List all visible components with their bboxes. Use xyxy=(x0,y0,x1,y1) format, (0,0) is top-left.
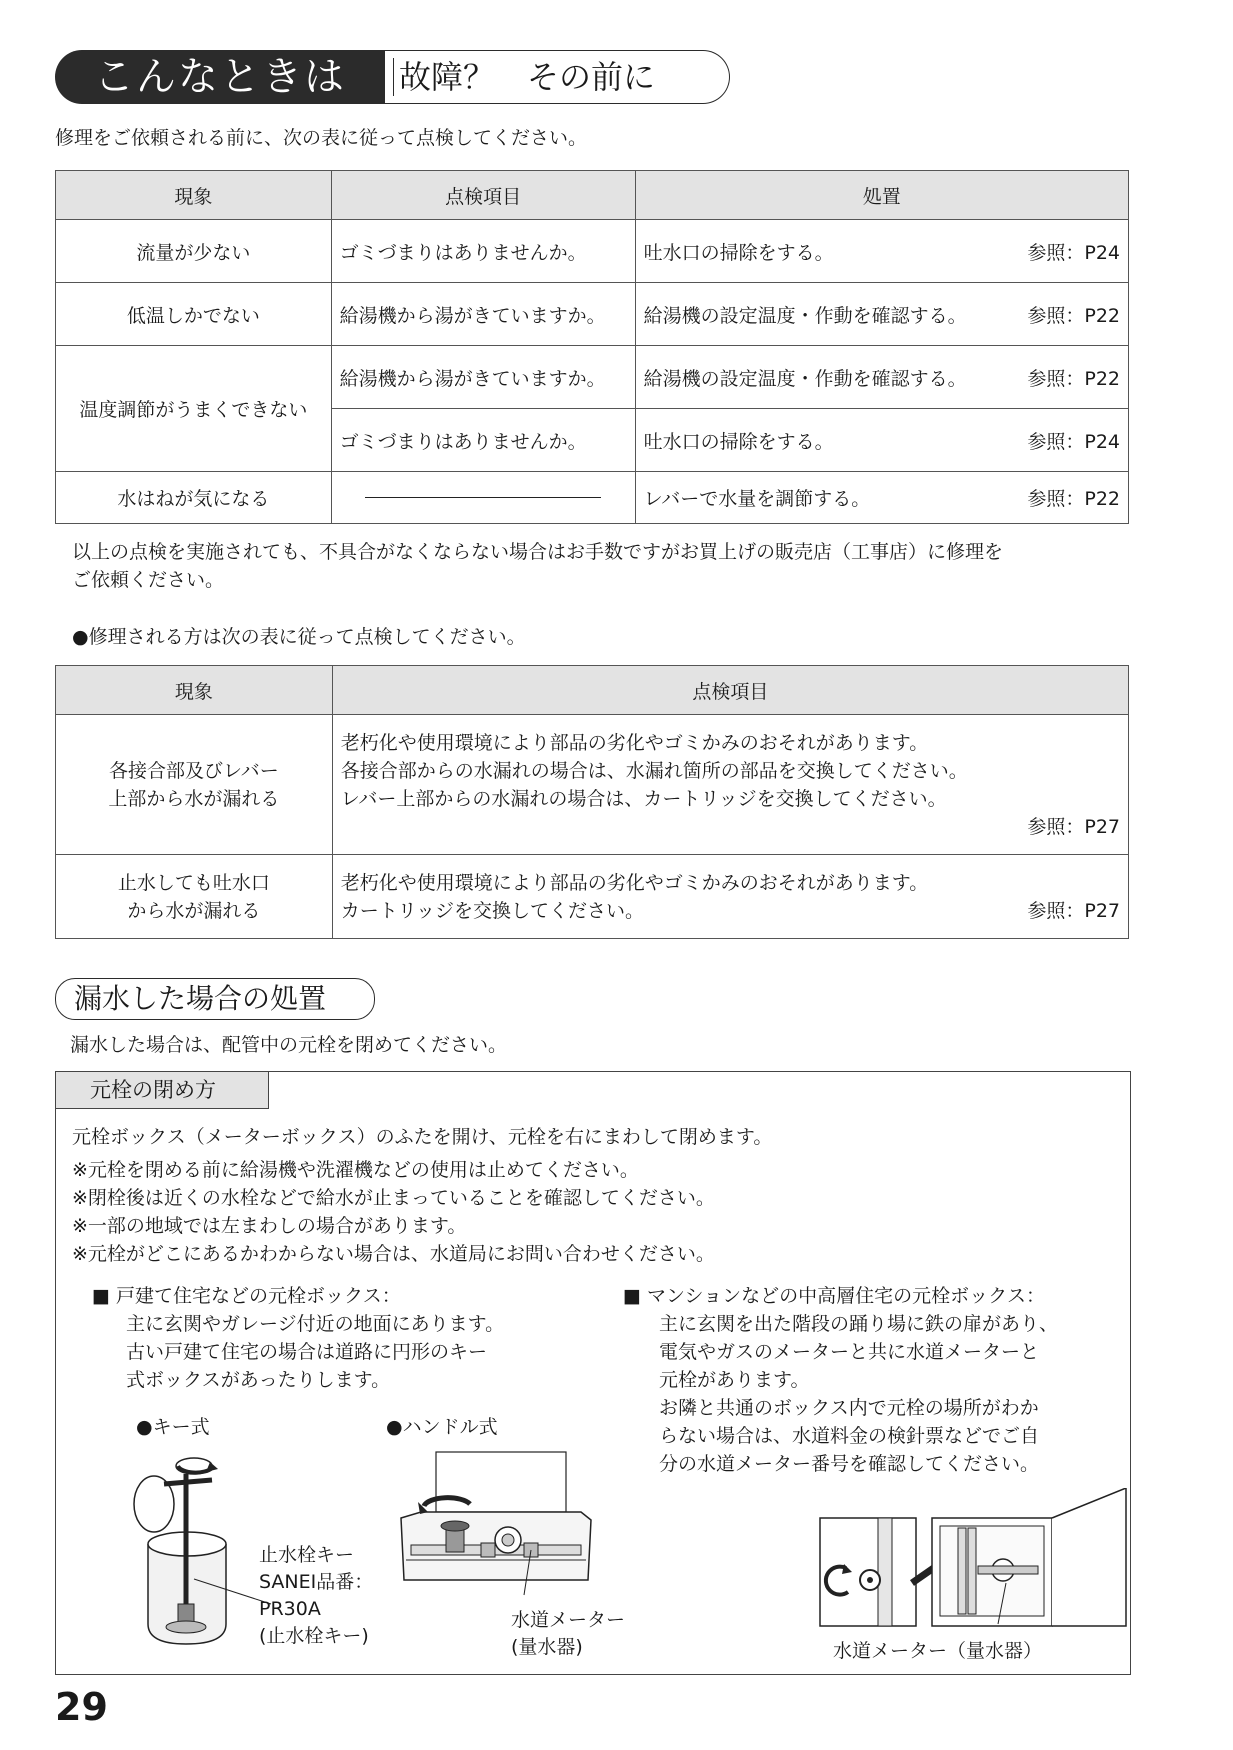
panel-tab-title: 元栓の閉め方 xyxy=(56,1072,269,1109)
check-cell: 給湯機から湯がきていますか。 xyxy=(331,346,635,409)
mansion-line: 元栓があります。 xyxy=(659,1369,810,1391)
title-dark: こんなときは xyxy=(55,50,385,104)
header-symptom: 現象 xyxy=(56,171,332,220)
check-cell: ゴミづまりはありませんか。 xyxy=(331,409,635,472)
mansion-line: 分の水道メーター番号を確認してください。 xyxy=(659,1453,1040,1475)
mansion-meter-label: 水道メーター（量水器） xyxy=(833,1640,1043,1662)
note-line-1: 以上の点検を実施されても、不具合がなくならない場合はお手数ですがお買上げの販売店（工事店）に修理を xyxy=(72,541,1004,563)
check-cell xyxy=(332,855,1128,939)
table-row xyxy=(56,220,1129,283)
page-ref: 参照：P24 xyxy=(1027,430,1120,453)
title-light-box xyxy=(385,50,730,104)
panel-note: ※元栓を閉める前に給湯機や洗濯機などの使用は止めてください。 xyxy=(72,1159,639,1181)
page-number: 29 xyxy=(55,1685,108,1729)
key-label-line: (止水栓キー) xyxy=(259,1625,369,1647)
check-line: 老朽化や使用環境により部品の劣化やゴミかみのおそれがあります。 xyxy=(340,731,929,754)
house-line: 主に玄関やガレージ付近の地面にあります。 xyxy=(126,1313,505,1335)
action-text: レバーで水量を調節する。 xyxy=(643,488,871,510)
action-text: 吐水口の掃除をする。 xyxy=(643,241,834,264)
action-text: 給湯機の設定温度・作動を確認する。 xyxy=(643,367,967,390)
page-ref: 参照：P22 xyxy=(1027,488,1120,510)
key-valve-illustration xyxy=(126,1444,276,1654)
symptom-line: 止水しても吐水口 xyxy=(117,871,270,894)
key-label xyxy=(259,1542,373,1650)
header-check: 点検項目 xyxy=(332,666,1128,715)
handle-valve-illustration xyxy=(396,1450,596,1600)
mansion-line: 電気やガスのメーターと共に水道メーターと xyxy=(659,1341,1040,1363)
action-cell xyxy=(635,283,1128,346)
mansion-heading: ■ マンションなどの中高層住宅の元栓ボックス： xyxy=(623,1285,1045,1307)
table-row xyxy=(56,715,1129,855)
check-line: 老朽化や使用環境により部品の劣化やゴミかみのおそれがあります。 xyxy=(340,871,929,894)
valve-close-panel xyxy=(55,1071,1131,1675)
panel-note: ※一部の地域では左まわしの場合があります。 xyxy=(72,1215,467,1237)
symptom-line: 各接合部及びレバー xyxy=(109,759,279,782)
table-header-row xyxy=(56,666,1129,715)
house-heading: ■ 戸建て住宅などの元栓ボックス： xyxy=(92,1285,401,1307)
header-action: 処置 xyxy=(635,171,1128,220)
page-ref: 参照：P22 xyxy=(1027,367,1120,390)
action-text: 給湯機の設定温度・作動を確認する。 xyxy=(643,304,967,327)
key-type-label: ●キー式 xyxy=(136,1416,210,1438)
action-cell xyxy=(635,346,1128,409)
mansion-line: 主に玄関を出た階段の踊り場に鉄の扉があり、 xyxy=(659,1313,1059,1335)
panel-note: ※元栓がどこにあるかわからない場合は、水道局にお問い合わせください。 xyxy=(72,1243,715,1265)
title-light: 故障？ その前に xyxy=(399,58,656,96)
meter-label-line: (量水器) xyxy=(511,1636,583,1658)
check-cell: 給湯機から湯がきていますか。 xyxy=(331,283,635,346)
page-ref: 参照：P27 xyxy=(1027,815,1120,838)
table-row xyxy=(56,855,1129,939)
page-ref: 参照：P27 xyxy=(1027,899,1120,922)
mansion-line: らない場合は、水道料金の検針票などでご自 xyxy=(659,1425,1040,1447)
house-line: 古い戸建て住宅の場合は道路に円形のキー xyxy=(126,1341,488,1363)
check-cell: ゴミづまりはありませんか。 xyxy=(331,220,635,283)
mansion-meter-box-illustration xyxy=(818,1488,1130,1628)
action-text: 吐水口の掃除をする。 xyxy=(643,430,834,453)
repair-intro: ●修理される方は次の表に従って点検してください。 xyxy=(72,626,526,648)
check-line-with-ref xyxy=(341,897,1120,925)
key-label-line: SANEI品番： xyxy=(259,1571,374,1593)
header-symptom: 現象 xyxy=(56,666,333,715)
house-line: 式ボックスがあったりします。 xyxy=(126,1369,391,1391)
title-divider xyxy=(393,58,394,96)
repair-table xyxy=(55,665,1129,939)
check-line: レバー上部からの水漏れの場合は、カートリッジを交換してください。 xyxy=(340,787,947,810)
symptom-cell xyxy=(56,855,333,939)
handle-type-label: ●ハンドル式 xyxy=(386,1416,498,1438)
check-cell xyxy=(332,715,1128,855)
symptom-cell: 流量が少ない xyxy=(56,220,332,283)
table-row xyxy=(56,472,1129,524)
symptom-cell: 低温しかでない xyxy=(56,283,332,346)
action-cell xyxy=(635,220,1128,283)
action-cell xyxy=(635,472,1128,524)
mansion-line: お隣と共通のボックス内で元栓の場所がわか xyxy=(659,1397,1039,1419)
table-row xyxy=(56,346,1129,409)
dash-line xyxy=(365,497,601,498)
table-header-row xyxy=(56,171,1129,220)
intro-text: 修理をご依頼される前に、次の表に従って点検してください。 xyxy=(55,127,588,149)
symptom-line: 上部から水が漏れる xyxy=(108,787,280,810)
check-cell-empty xyxy=(331,472,635,524)
note-line-2: ご依頼ください。 xyxy=(72,569,225,591)
handle-meter-label xyxy=(511,1607,625,1661)
table-row xyxy=(56,283,1129,346)
meter-label-line: 水道メーター xyxy=(511,1609,626,1631)
symptom-cell: 温度調節がうまくできない xyxy=(56,346,332,472)
troubleshoot-table xyxy=(55,170,1129,524)
symptom-cell xyxy=(56,715,333,855)
header-check: 点検項目 xyxy=(331,171,635,220)
key-label-line: 止水栓キー xyxy=(259,1544,355,1566)
title-banner xyxy=(55,50,731,104)
check-line: カートリッジを交換してください。 xyxy=(340,899,644,922)
action-cell xyxy=(635,409,1128,472)
leak-section-title: 漏水した場合の処置 xyxy=(55,978,375,1020)
key-label-line: PR30A xyxy=(259,1598,321,1620)
check-line: 各接合部からの水漏れの場合は、水漏れ箇所の部品を交換してください。 xyxy=(340,759,968,782)
symptom-line: から水が漏れる xyxy=(127,899,261,922)
panel-lead: 元栓ボックス（メーターボックス）のふたを開け、元栓を右にまわして閉めます。 xyxy=(72,1126,773,1148)
page-ref: 参照：P24 xyxy=(1027,241,1120,264)
panel-note: ※閉栓後は近くの水栓などで給水が止まっていることを確認してください。 xyxy=(72,1187,715,1209)
page-ref: 参照：P22 xyxy=(1027,304,1120,327)
symptom-cell: 水はねが気になる xyxy=(56,472,332,524)
leak-intro: 漏水した場合は、配管中の元栓を閉めてください。 xyxy=(70,1034,508,1056)
